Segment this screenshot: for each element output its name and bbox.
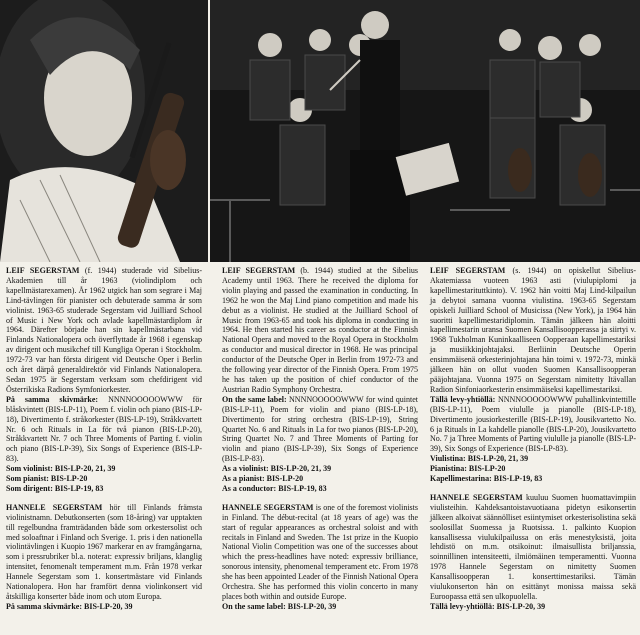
leif-bio-text: (f. 1944) studerade vid Sibelius-Akademien till år 1963 (violindiplom och kapellmästarexamen). År 1962 utgick han som segrare i Maj Lind-tävlingen för pianister och debuterade samma år som violinist. 1963-65 studerade Segerstam vid Juilliard School of Music i New York och avlade kapellmästardiplom år 1964. Därefter började han sin kapellmästarbana vid Finlands Nationalopera och överflyttade år 1968 i egenskap av dirigent och musikchef till Kungliga Operan i Stockholm. 1972-73 var han första dirigent vid Deutsche Oper i Berlin och året därpå generaldirektör vid Finlands Nationalopera. Sedan 1975 är Segerstam verksam som chefdirigent vid Österrikiska Radions Symfoniorkester. <box>6 266 203 394</box>
credit-piano: Som pianist: BIS-LP-20 <box>6 474 88 484</box>
discography-label: Tällä levy-yhtiöllä: <box>430 394 496 404</box>
credit-violin: Viulistina: BIS-LP-20, 21, 39 <box>430 454 529 464</box>
hannele-discography: På samma skivmärke: BIS-LP-20, 39 <box>6 601 133 611</box>
photo-orchestra <box>210 0 640 262</box>
column-english <box>222 266 418 612</box>
hannele-bio-text: kuuluu Suomen huomattavimpiin viulisteihin. Kahdeksantoistavuotiaana pidetyn esikonsertin jälkeen alkoivat säännölliset esiintymiset orkesterisolistina sekä soolosillat Suomessa ja Ruotsissa. 1. palkinto Kuopion kansallisessa viulukilpailussa on eräs menestyksistä, joita lehdistö on m.m. otsikoinut: ilmaisullista briljanssia, soinnillinen intensiteetti, ilmiömäinen temperamentti. Vuonna 1978 Hannele Segerstam on nimitetty Suomen Kansallisoopperan 1. konserttimestariksi. Tämän viulukonserton hän on esittänyt monissa maissa sekä Euroopassa että sen ulkopuolella. <box>430 492 636 601</box>
discography-label: På samma skivmärke: <box>6 394 99 404</box>
leif-name: LEIF SEGERSTAM <box>6 266 80 275</box>
discography-text: NNNNOOOOOWWW puhallinkvintettille (BIS-LP-11), Poem viululle ja pianolle (BIS-LP-18), Divertimento jousiorkesterille (BIS-LP-19), Jousikvartetto No. 6 ja Rituals in La kahdelle pianolle (BIS-LP-20), Jousikvartetto No. 7 ja Three Moments of Parting viululle ja pianolle (BIS-LP-39), Six Songs of Experience (BIS-LP-83). <box>430 394 636 454</box>
leif-bio-text: (b. 1944) studied at the Sibelius Academy until 1963. There he received the diploma for violin playing and passed the examination in conducting. In 1962 he won the Maj Lind piano competition and made his debut as a violinist. He studied at the Juilliard School of Music from 1963-65 and took his diploma in conducting in 1964. He then started his career as conductor at the Finnish National Opera and moved to the Royal Opera in Stockholm as conductor and musical director in 1968. He was principal conductor of the Deutsche Oper in Berlin from 1972-73 and the following year director of the Finnish Opera. From 1975 he has taken up the position of chief conductor of the Austrian Radio Symphony Orchestra. <box>222 266 419 394</box>
photo-hannele-segerstam <box>0 0 208 262</box>
column-swedish <box>6 266 202 612</box>
credit-conductor: Som dirigent: BIS-LP-19, 83 <box>6 483 104 493</box>
hannele-name: HANNELE SEGERSTAM <box>6 502 103 512</box>
leif-name: LEIF SEGERSTAM <box>430 266 506 275</box>
column-finnish <box>430 266 636 612</box>
leif-discography-sv <box>6 395 202 464</box>
leif-bio-fi <box>430 266 636 395</box>
credit-violin: Som violinist: BIS-LP-20, 21, 39 <box>6 464 116 474</box>
hannele-name: HANNELE SEGERSTAM <box>430 492 523 502</box>
leif-bio-sv <box>6 266 202 395</box>
leif-discography-en <box>222 395 418 464</box>
hannele-name: HANNELE SEGERSTAM <box>222 502 314 512</box>
hannele-discography: Tällä levy-yhtiöllä: BIS-LP-20, 39 <box>430 601 546 611</box>
leif-bio-text: (s. 1944) on opiskellut Sibelius-Akatemiassa vuoteen 1963 asti (viulupiplomi ja kapellimestarituttkinto). V. 1962 hän voitti Maj Lind-kilpailun ja debytoi samana vuonna viulistina. 1963-65 Segerstam opiskeli Juilliard School of Musicissa (New York), ja 1964 hän suoritti kapellimestaridiplomin. Tämän jälkeen hän aloitti kapellimestarin uransa Suomen Kansallisoopperassa ja siirtyi v. 1968 Tukholman Kuninkaalliseen Oopperaan kapellimestariksi ja musiikkinjohtajaksi. Berliinin Deutsche Operin ensimmäisenä orkesterinjohtajana hän toimi v. 1972-73, minkä jälkeen hän on ollut vuoden Suomen Kansallisoopperan pääjohtajana. Vuonna 1975 on Segerstam nimitetty Itävallan Radion Sinfoniaorkesterin ensimmäiseksi kapellimestariksi. <box>430 266 637 394</box>
photo-strip <box>0 0 640 262</box>
hannele-bio-fi <box>430 493 636 602</box>
leif-discography-fi <box>430 395 636 454</box>
leif-name: LEIF SEGERSTAM <box>222 266 296 275</box>
hannele-bio-en <box>222 503 418 602</box>
hannele-bio-sv <box>6 503 202 602</box>
hannele-bio-text: hör till Finlands främsta violinistnamn. Debutkonserten (som 18-åring) var upptakten till regelbundna framträdanden både som orkestersolist och med soloaftnar i Finland och Sverige. 1. pris i den nationella violintävlingen i Kuopio 1967 markerar en av framgångarna, som i pressrubriker bl.a. noterat: expressiv briljans, klanglig intensitet, fenomenalt temperament m.m. Från 1978 verkar Hannele Segerstam som 1. konsertmästare vid Finlands Nationalopera. Hon har framfört denna violinkonsert vid åtskilliga konserter både inom och utom Europa. <box>6 502 202 601</box>
credit-conductor: Kapellimestarina: BIS-LP-19, 83 <box>430 474 543 484</box>
discography-text: NNNNOOOOOWWW for wind quintet (BIS-LP-11), Poem for violin and piano (BIS-LP-18), Divertimento for string orchestra (BIS-LP-19), String Quartet No. 6 and Rituals in La for two pianos (BIS-LP-20), String Quartet No. 7 and Three Moments of Parting for violin and piano (BIS-LP-39), Six Songs of Experience (BIS-LP-83). <box>222 394 418 464</box>
discography-label: On the same label: <box>222 394 287 404</box>
credit-violin: As a violinist: BIS-LP-20, 21, 39 <box>222 464 332 474</box>
credit-conductor: As a conductor: BIS-LP-19, 83 <box>222 483 327 493</box>
leif-bio-en <box>222 266 418 395</box>
hannele-bio-text: is one of the foremost violinists in Finland. The début-recital (at 18 years of age) was the start of regular appearances as orchestral soloist and with recitals in Finland and Sweden. The 1st prize in the Kuopio National Violin Competition was one of the successes about which the press-headlines have noted: expressiv brilliance, sonorous intensity, phenomenal temperament etc. From 1978 she has been appointed Leader of the Finnish National Opera Orchestra. She has performed this violin concerto in many places both within and outside Europe. <box>222 502 419 601</box>
discography-text: NNNNOOOOOWWW för blåskvintett (BIS-LP-11), Poem f. violin och piano (BIS-LP-18), Divertimento f. stråkorkester (BIS-LP-19), Stråkkvartett Nr. 6 och Rituals in La för två pianon (BIS-LP-20), Stråkkvartett Nr. 7 och Three Moments of Parting f. violin och piano (BIS-LP-39), Six Songs of Experience (BIS-LP-83). <box>6 394 202 464</box>
credit-piano: Pianistina: BIS-LP-20 <box>430 464 506 474</box>
text-columns <box>6 266 636 632</box>
credit-piano: As a pianist: BIS-LP-20 <box>222 474 304 484</box>
photo-orchestra-image <box>210 0 640 262</box>
photo-hannele-image <box>0 0 208 262</box>
hannele-discography: On the same label: BIS-LP-20, 39 <box>222 601 337 611</box>
